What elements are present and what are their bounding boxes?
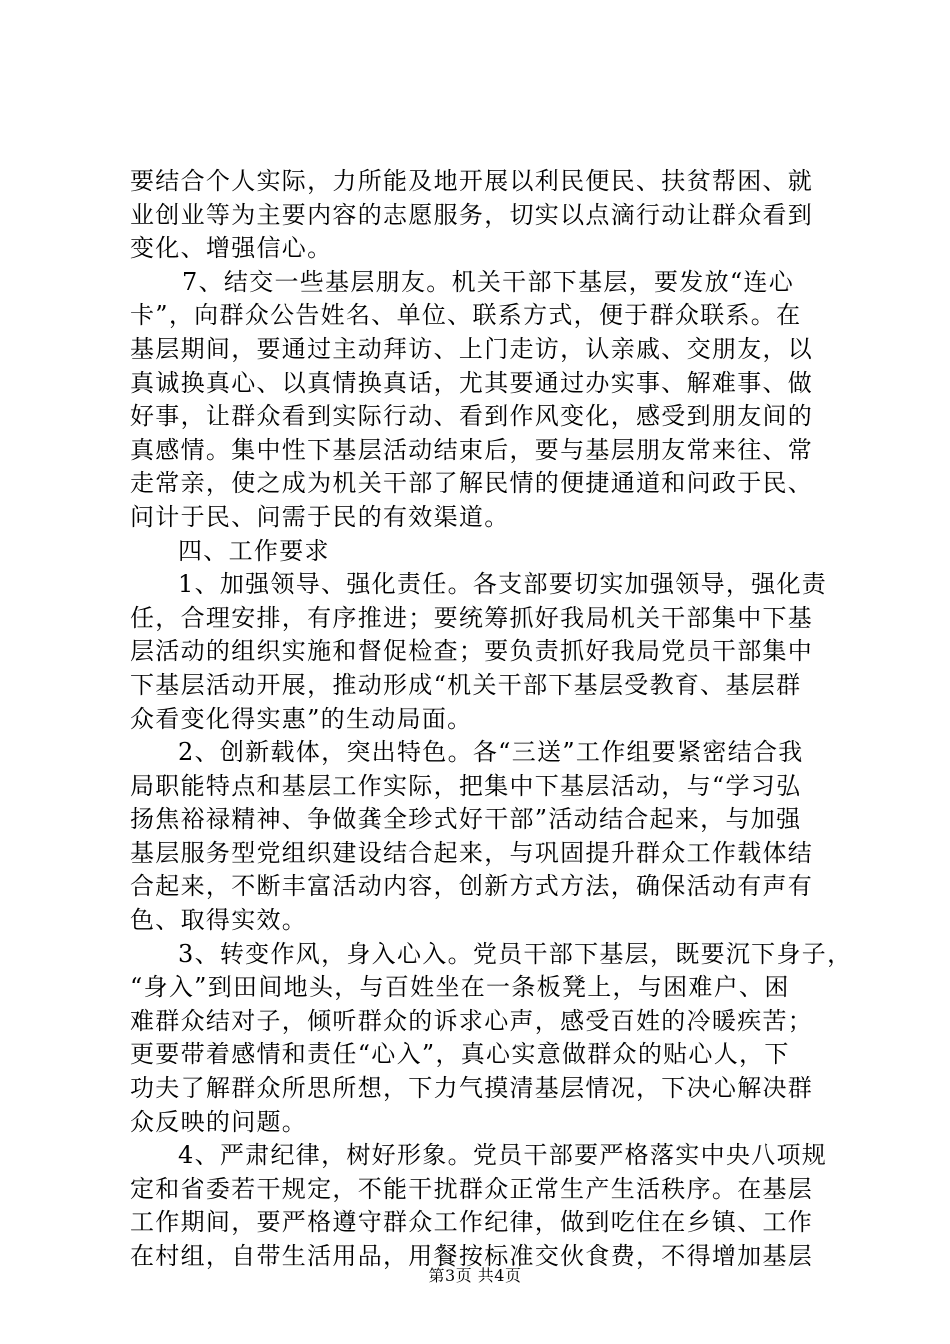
text-line: 层活动的组织实施和督促检查；要负责抓好我局党员干部集中 <box>130 637 814 666</box>
text-line: 难群众结对子，倾听群众的诉求心声，感受百姓的冷暖疾苦； <box>130 1006 814 1035</box>
text-line: 走常亲，使之成为机关干部了解民情的便捷通道和问政于民、 <box>130 469 814 498</box>
paragraph-start-line: 2、创新载体，突出特色。各“三送”工作组要紧密结合我 <box>178 738 804 767</box>
text-line: 基层期间，要通过主动拜访、上门走访，认亲戚、交朋友，以 <box>130 334 814 363</box>
text-line: 基层服务型党组织建设结合起来，与巩固提升群众工作载体结 <box>130 838 814 867</box>
paragraph-start-line: 1、加强领导、强化责任。各支部要切实加强领导，强化责 <box>178 570 828 599</box>
text-line: 更要带着感情和责任“心入”，真心实意做群众的贴心人，下 <box>130 1040 790 1069</box>
text-line: 业创业等为主要内容的志愿服务，切实以点滴行动让群众看到 <box>130 200 814 229</box>
paragraph-start-line: 3、转变作风，身入心入。党员干部下基层，既要沉下身子， <box>178 939 853 968</box>
text-line: 功夫了解群众所思所想，下力气摸清基层情况，下决心解决群 <box>130 1074 814 1103</box>
text-line: 要结合个人实际，力所能及地开展以利民便民、扶贫帮困、就 <box>130 167 814 195</box>
paragraph-start-line: 4、严肃纪律，树好形象。党员干部要严格落实中央八项规 <box>178 1141 828 1170</box>
section-heading: 四、工作要求 <box>178 536 330 565</box>
text-line: 卡”，向群众公告姓名、单位、联系方式，便于群众联系。在 <box>130 301 802 330</box>
text-line: 好事，让群众看到实际行动、看到作风变化，感受到朋友间的 <box>130 402 814 431</box>
text-line: 真诚换真心、以真情换真话，尤其要通过办实事、解难事、做 <box>130 368 814 397</box>
text-line: 工作期间，要严格遵守群众工作纪律，做到吃住在乡镇、工作 <box>130 1208 814 1237</box>
text-line: 色、取得实效。 <box>130 906 308 935</box>
text-line: 众反映的问题。 <box>130 1107 308 1136</box>
text-line: 局职能特点和基层工作实际，把集中下基层活动，与“学习弘 <box>130 771 802 800</box>
text-line: 众看变化得实惠”的生动局面。 <box>130 704 473 733</box>
text-line: 在村组，自带生活用品，用餐按标准交伙食费，不得增加基层 <box>130 1242 814 1270</box>
text-line: 定和省委若干规定，不能干扰群众正常生产生活秩序。在基层 <box>130 1174 814 1203</box>
text-line: 真感情。集中性下基层活动结束后，要与基层朋友常来往、常 <box>130 435 814 464</box>
page-number-footer: 第3页 共4页 <box>428 1266 522 1285</box>
text-line: 扬焦裕禄精神、争做龚全珍式好干部”活动结合起来，与加强 <box>130 805 802 834</box>
text-line: 变化、增强信心。 <box>130 234 333 263</box>
paragraph-start-line: 7、结交一些基层朋友。机关干部下基层，要发放“连心 <box>182 267 795 296</box>
text-line: 合起来，不断丰富活动内容，创新方式方法，确保活动有声有 <box>130 872 814 901</box>
text-line: 下基层活动开展，推动形成“机关干部下基层受教育、基层群 <box>130 670 802 699</box>
text-line: 问计于民、问需于民的有效渠道。 <box>130 502 510 531</box>
text-line: “身入”到田间地头，与百姓坐在一条板凳上，与困难户、困 <box>130 973 790 1002</box>
text-line: 任，合理安排，有序推进；要统筹抓好我局机关干部集中下基 <box>130 603 814 632</box>
document-body <box>130 165 853 1274</box>
